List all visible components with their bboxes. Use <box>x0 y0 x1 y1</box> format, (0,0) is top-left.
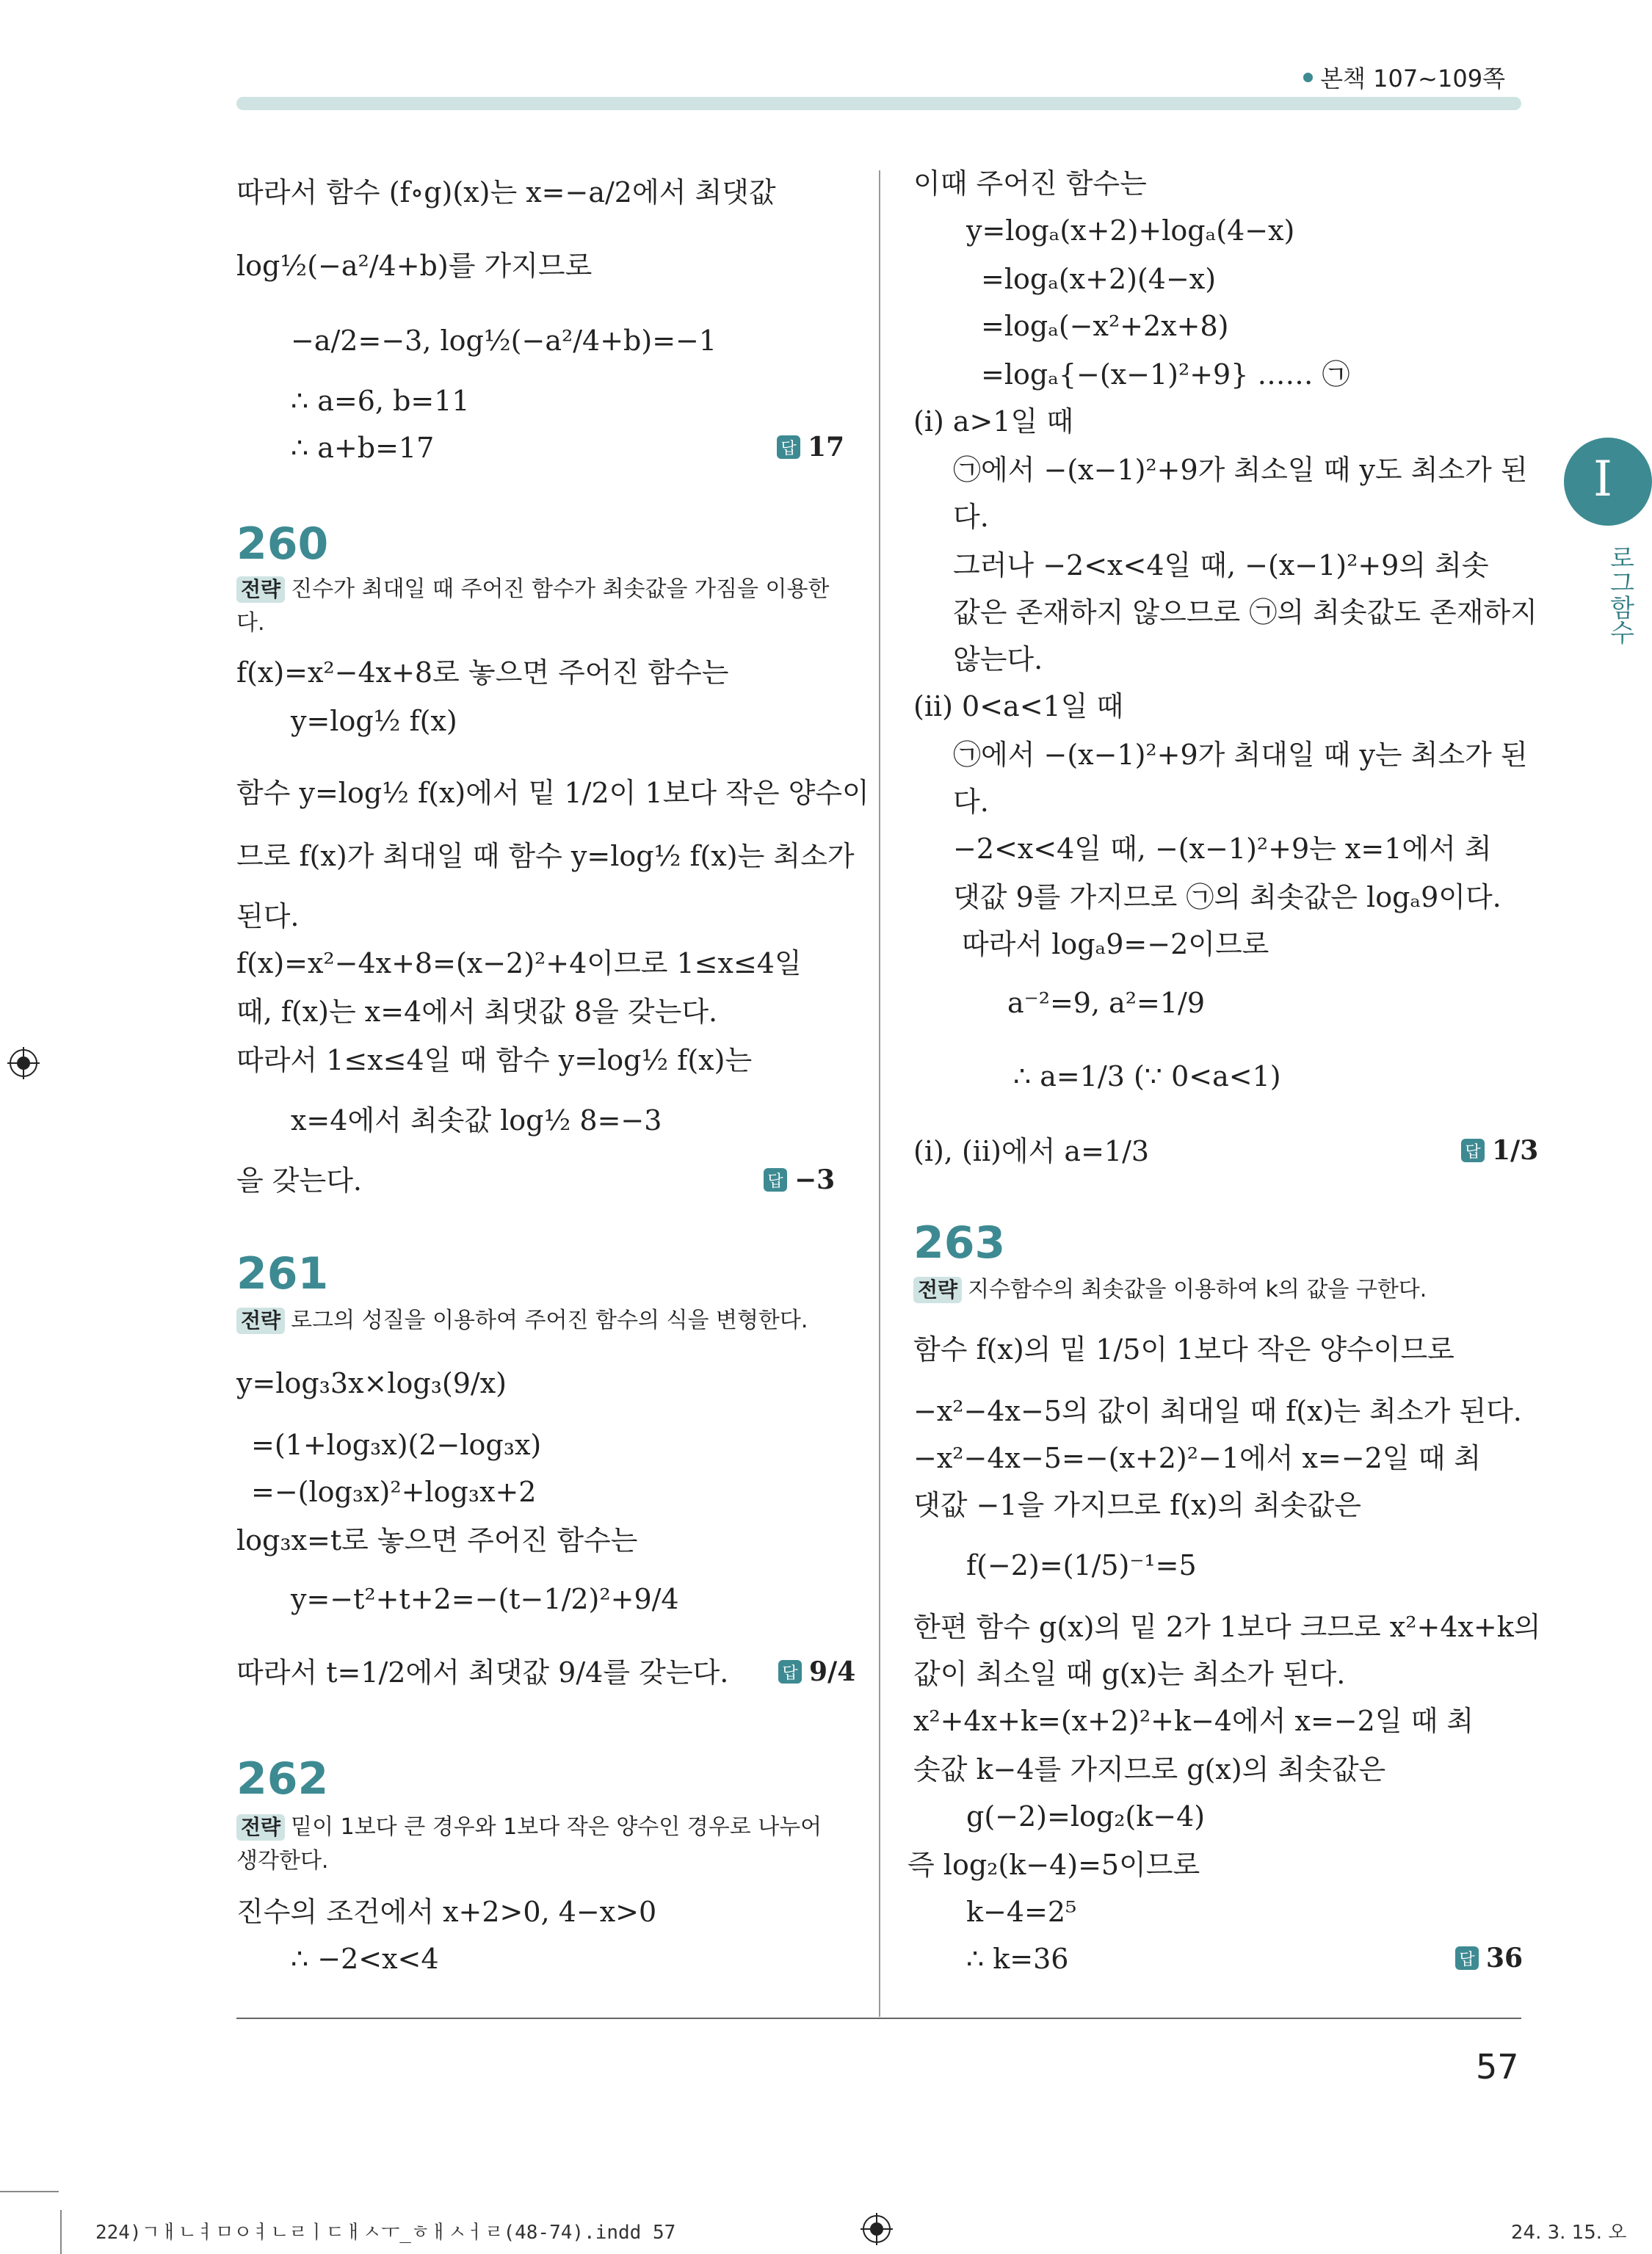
solution-line: (i), (ii)에서 a=1/3 <box>913 1135 1150 1167</box>
answer-icon: 답 <box>1461 1139 1485 1162</box>
solution-line: f(x)=x²−4x+8로 놓으면 주어진 함수는 <box>236 656 729 689</box>
solution-line: =(1+log₃x)(2−log₃x) <box>251 1429 542 1461</box>
solution-line: 진수의 조건에서 x+2>0, 4−x>0 <box>236 1896 657 1928</box>
solution-line: 한편 함수 g(x)의 밑 2가 1보다 크므로 x²+4x+k의 <box>913 1611 1541 1643</box>
solution-line: 솟값 k−4를 가지므로 g(x)의 최솟값은 <box>913 1753 1386 1786</box>
strategy-badge: 전략 <box>236 1814 285 1841</box>
answer-icon: 답 <box>1455 1946 1479 1970</box>
solution-line: k−4=2⁵ <box>966 1896 1077 1928</box>
solution-line: 을 갖는다. <box>236 1164 362 1197</box>
chapter-tab[interactable]: I <box>1564 438 1652 526</box>
answer-icon: 답 <box>777 435 800 459</box>
answer-icon: 답 <box>764 1168 787 1192</box>
strategy-badge: 전략 <box>913 1277 962 1303</box>
solution-line: 댓값 9를 가지므로 ㉠의 최솟값은 logₐ9이다. <box>953 881 1501 913</box>
solution-line: ∴ a=1/3 (∵ 0<a<1) <box>1013 1060 1281 1092</box>
solution-line: −a/2=−3, log½(−a²/4+b)=−1 <box>291 325 717 357</box>
solution-line: ∴ −2<x<4 <box>291 1943 439 1975</box>
solution-line: (i) a>1일 때 <box>913 405 1074 438</box>
strategy-note: 전략 로그의 성질을 이용하여 주어진 함수의 식을 변형한다. <box>236 1304 846 1338</box>
solution-line: 따라서 logₐ9=−2이므로 <box>962 928 1269 960</box>
answer: 답 36 <box>1455 1943 1523 1974</box>
solution-line: log₃x=t로 놓으면 주어진 함수는 <box>236 1524 638 1557</box>
solution-line: x²+4x+k=(x+2)²+k−4에서 x=−2일 때 최 <box>913 1705 1474 1737</box>
solution-line: 댓값 −1을 가지므로 f(x)의 최솟값은 <box>913 1489 1361 1521</box>
solution-line: =logₐ(x+2)(4−x) <box>981 263 1217 295</box>
solution-line: 값이 최소일 때 g(x)는 최소가 된다. <box>913 1658 1346 1690</box>
registration-mark-icon <box>861 2213 893 2245</box>
solution-line: −x²−4x−5=−(x+2)²−1에서 x=−2일 때 최 <box>913 1442 1482 1474</box>
crop-mark <box>60 2210 62 2254</box>
problem-number: 263 <box>913 1217 1006 1269</box>
header-bar <box>236 97 1521 110</box>
solution-line: =logₐ(−x²+2x+8) <box>981 310 1229 342</box>
solution-line: −2<x<4일 때, −(x−1)²+9는 x=1에서 최 <box>953 833 1492 865</box>
solution-line: f(−2)=(1/5)⁻¹=5 <box>966 1549 1197 1581</box>
solution-line: 때, f(x)는 x=4에서 최댓값 8을 갖는다. <box>236 996 718 1028</box>
registration-mark-icon <box>7 1047 40 1079</box>
bullet-icon <box>1303 73 1313 82</box>
solution-line: 값은 존재하지 않으므로 ㉠의 최솟값도 존재하지 <box>953 596 1537 628</box>
solution-line: f(x)=x²−4x+8=(x−2)²+4이므로 1≤x≤4일 <box>236 947 802 979</box>
answer: 답 9/4 <box>778 1656 855 1687</box>
solution-line: 므로 f(x)가 최대일 때 함수 y=log½ f(x)는 최소가 <box>236 840 855 872</box>
solution-line: ∴ a=6, b=11 <box>291 385 470 417</box>
solution-line: ∴ k=36 <box>966 1943 1069 1975</box>
solution-line: 다. <box>953 786 989 818</box>
solution-line: ㉠에서 −(x−1)²+9가 최소일 때 y도 최소가 된 <box>953 454 1528 486</box>
strategy-note: 전략 지수함수의 최솟값을 이용하여 k의 값을 구한다. <box>913 1273 1523 1307</box>
solution-line: y=logₐ(x+2)+logₐ(4−x) <box>966 214 1295 247</box>
solution-line: ∴ a+b=17 <box>291 432 435 464</box>
solution-line: 이때 주어진 함수는 <box>913 167 1147 200</box>
solution-line: 그러나 −2<x<4일 때, −(x−1)²+9의 최솟 <box>953 549 1489 581</box>
solution-line: ㉠에서 −(x−1)²+9가 최대일 때 y는 최소가 된 <box>953 739 1528 771</box>
solution-line: 따라서 함수 (f∘g)(x)는 x=−a/2에서 최댓값 <box>236 176 776 209</box>
answer: 답 1/3 <box>1461 1135 1538 1166</box>
strategy-badge: 전략 <box>236 1308 285 1334</box>
solution-line: 함수 y=log½ f(x)에서 밑 1/2이 1보다 작은 양수이 <box>236 777 869 809</box>
solution-line: 따라서 t=1/2에서 최댓값 9/4를 갖는다. <box>236 1656 729 1689</box>
solution-line: (ii) 0<a<1일 때 <box>913 690 1124 722</box>
answer-icon: 답 <box>778 1660 802 1684</box>
solution-line: 함수 f(x)의 밑 1/5이 1보다 작은 양수이므로 <box>913 1333 1454 1366</box>
crop-mark <box>0 2191 59 2192</box>
answer: 답 −3 <box>764 1164 835 1195</box>
solution-line: 즉 log₂(k−4)=5이므로 <box>907 1849 1200 1881</box>
problem-number: 262 <box>236 1753 329 1805</box>
solution-line: =−(log₃x)²+log₃x+2 <box>251 1476 537 1508</box>
solution-line: 된다. <box>236 900 300 932</box>
bottom-rule <box>236 2018 1521 2019</box>
solution-line: log½(−a²/4+b)를 가지므로 <box>236 250 593 282</box>
solution-line: =logₐ{−(x−1)²+9} …… ㉠ <box>981 358 1350 391</box>
page-reference: 본책 107~109쪽 <box>1303 60 1505 94</box>
solution-line: 따라서 1≤x≤4일 때 함수 y=log½ f(x)는 <box>236 1044 753 1076</box>
solution-line: y=log½ f(x) <box>291 705 457 737</box>
column-divider <box>879 170 880 2017</box>
answer: 답 17 <box>777 432 844 463</box>
footer-date: 24. 3. 15. 오 <box>1511 2222 1627 2244</box>
solution-line: −x²−4x−5의 값이 최대일 때 f(x)는 최소가 된다. <box>913 1395 1522 1427</box>
problem-number: 261 <box>236 1248 329 1300</box>
solution-line: a⁻²=9, a²=1/9 <box>1007 987 1206 1019</box>
strategy-badge: 전략 <box>236 576 285 603</box>
solution-line: g(−2)=log₂(k−4) <box>966 1800 1206 1833</box>
chapter-label: 로그함수 <box>1605 545 1634 645</box>
problem-number: 260 <box>236 518 329 570</box>
strategy-note: 전략 진수가 최대일 때 주어진 함수가 최솟값을 가짐을 이용한다. <box>236 576 830 636</box>
solution-line: 다. <box>953 501 989 533</box>
page-number: 57 <box>1476 2047 1519 2087</box>
solution-line: 않는다. <box>953 643 1043 675</box>
solution-line: y=−t²+t+2=−(t−1/2)²+9/4 <box>291 1583 679 1615</box>
solution-line: x=4에서 최솟값 log½ 8=−3 <box>291 1104 662 1137</box>
strategy-note: 전략 밑이 1보다 큰 경우와 1보다 작은 양수인 경우로 나누어 생각한다. <box>236 1814 822 1874</box>
footer-filename: 224)ㄱㅐㄴㅕㅁㅇㅕㄴㄹㅣㄷㅐㅅㅜ_ㅎㅐㅅㅓㄹ(48-74).indd 57 <box>95 2222 676 2244</box>
solution-line: y=log₃3x×log₃(9/x) <box>236 1367 507 1399</box>
